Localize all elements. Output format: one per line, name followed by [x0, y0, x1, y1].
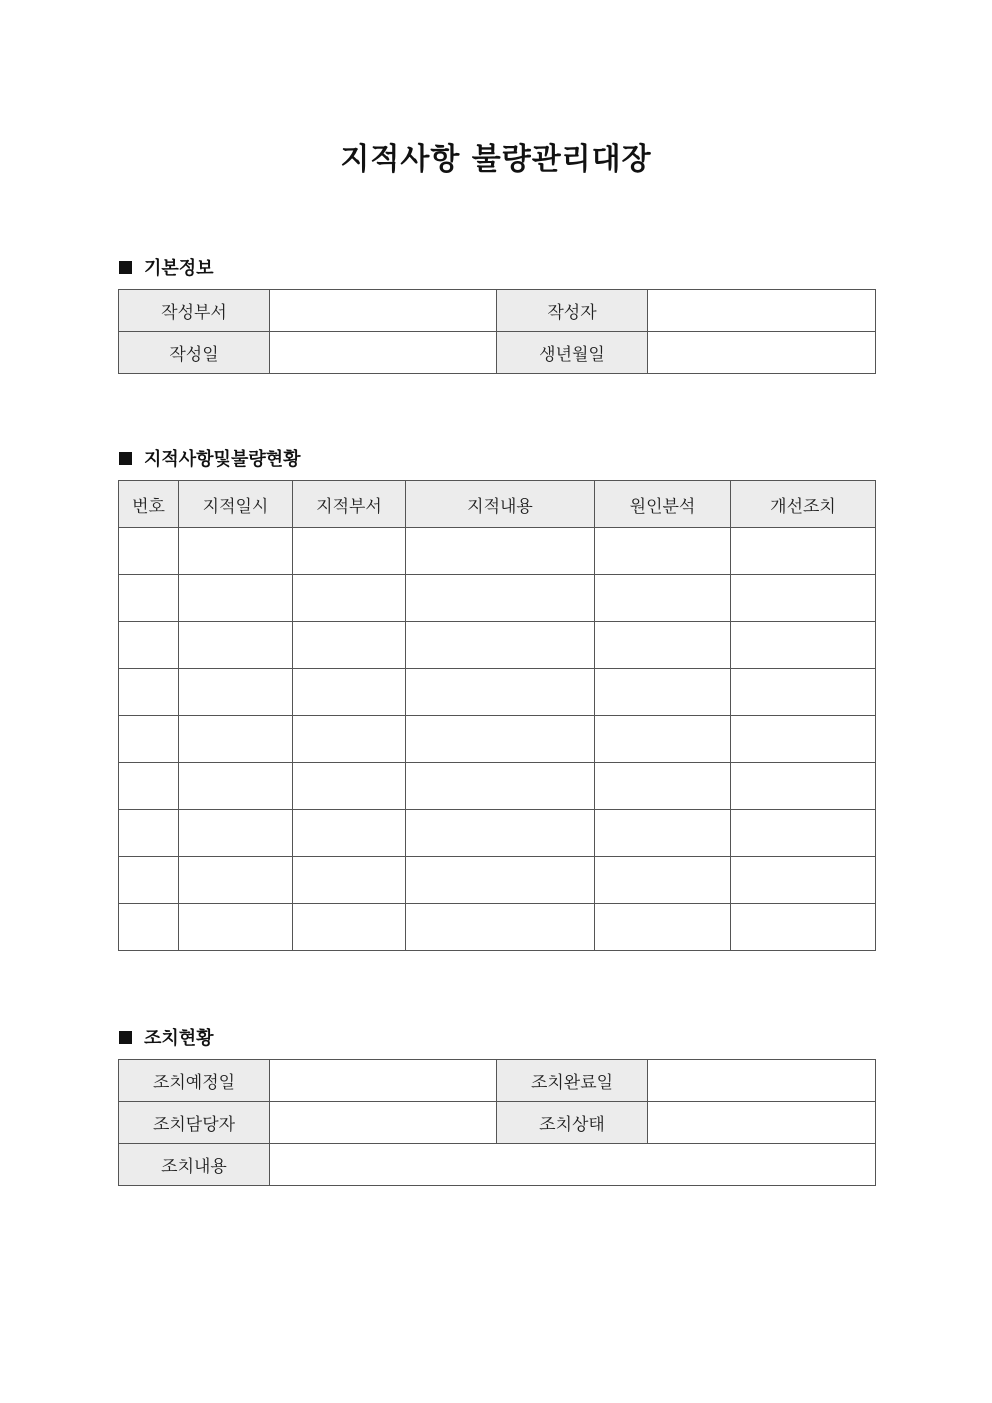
section-heading-label: 기본정보 — [144, 258, 214, 279]
number-cell[interactable] — [119, 763, 179, 810]
column-header-cause: 원인분석 — [595, 481, 731, 528]
cause-cell[interactable] — [595, 763, 731, 810]
status-table-body — [119, 528, 876, 951]
author-label: 작성자 — [497, 290, 648, 332]
number-cell[interactable] — [119, 904, 179, 951]
square-bullet-icon — [119, 261, 132, 274]
date-cell[interactable] — [179, 857, 293, 904]
dept-cell[interactable] — [293, 528, 406, 575]
cause-cell[interactable] — [595, 857, 731, 904]
number-cell[interactable] — [119, 528, 179, 575]
improvement-cell[interactable] — [731, 810, 876, 857]
column-header-date: 지적일시 — [179, 481, 293, 528]
date-field[interactable] — [270, 332, 497, 374]
date-cell[interactable] — [179, 622, 293, 669]
number-cell[interactable] — [119, 622, 179, 669]
status-table — [118, 480, 876, 951]
cause-cell[interactable] — [595, 528, 731, 575]
improvement-cell[interactable] — [731, 716, 876, 763]
improvement-cell[interactable] — [731, 575, 876, 622]
cause-cell[interactable] — [595, 669, 731, 716]
dept-cell[interactable] — [293, 669, 406, 716]
content-cell[interactable] — [406, 763, 595, 810]
table-row — [119, 332, 876, 374]
dept-cell[interactable] — [293, 810, 406, 857]
improvement-cell[interactable] — [731, 904, 876, 951]
page-title: 지적사항 불량관리대장 — [340, 142, 652, 177]
number-cell[interactable] — [119, 669, 179, 716]
action-table — [118, 1059, 876, 1186]
basic-info-table — [118, 289, 876, 374]
dept-cell[interactable] — [293, 622, 406, 669]
square-bullet-icon — [119, 1031, 132, 1044]
content-cell[interactable] — [406, 904, 595, 951]
number-cell[interactable] — [119, 716, 179, 763]
table-row — [119, 1144, 876, 1186]
dept-cell[interactable] — [293, 716, 406, 763]
content-cell[interactable] — [406, 528, 595, 575]
section-heading-label: 지적사항및불량현황 — [144, 449, 301, 470]
section-heading-action — [119, 1024, 214, 1050]
table-row — [119, 528, 876, 575]
state-field[interactable] — [648, 1102, 876, 1144]
cause-cell[interactable] — [595, 904, 731, 951]
date-cell[interactable] — [179, 575, 293, 622]
dept-cell[interactable] — [293, 763, 406, 810]
section-heading-label: 조치현황 — [144, 1028, 214, 1049]
column-header-dept: 지적부서 — [293, 481, 406, 528]
improvement-cell[interactable] — [731, 528, 876, 575]
table-row — [119, 857, 876, 904]
table-row — [119, 1102, 876, 1144]
improvement-cell[interactable] — [731, 857, 876, 904]
state-label: 조치상태 — [497, 1102, 648, 1144]
date-cell[interactable] — [179, 716, 293, 763]
content-cell[interactable] — [406, 716, 595, 763]
cause-cell[interactable] — [595, 622, 731, 669]
content-cell[interactable] — [406, 810, 595, 857]
planned-date-label: 조치예정일 — [119, 1060, 270, 1102]
dept-field[interactable] — [270, 290, 497, 332]
table-row — [119, 1060, 876, 1102]
manager-label: 조치담당자 — [119, 1102, 270, 1144]
cause-cell[interactable] — [595, 716, 731, 763]
table-row — [119, 716, 876, 763]
action-content-label: 조치내용 — [119, 1144, 270, 1186]
content-cell[interactable] — [406, 622, 595, 669]
completed-date-field[interactable] — [648, 1060, 876, 1102]
column-header-content: 지적내용 — [406, 481, 595, 528]
birth-label: 생년월일 — [497, 332, 648, 374]
date-cell[interactable] — [179, 810, 293, 857]
author-field[interactable] — [648, 290, 876, 332]
completed-date-label: 조치완료일 — [497, 1060, 648, 1102]
table-row — [119, 810, 876, 857]
content-cell[interactable] — [406, 575, 595, 622]
improvement-cell[interactable] — [731, 763, 876, 810]
number-cell[interactable] — [119, 575, 179, 622]
date-cell[interactable] — [179, 763, 293, 810]
planned-date-field[interactable] — [270, 1060, 497, 1102]
table-row — [119, 290, 876, 332]
content-cell[interactable] — [406, 857, 595, 904]
date-label: 작성일 — [119, 332, 270, 374]
table-row — [119, 904, 876, 951]
number-cell[interactable] — [119, 857, 179, 904]
table-header-row — [119, 481, 876, 528]
section-heading-status — [119, 445, 301, 471]
table-row — [119, 575, 876, 622]
table-row — [119, 669, 876, 716]
column-header-number: 번호 — [119, 481, 179, 528]
date-cell[interactable] — [179, 669, 293, 716]
improvement-cell[interactable] — [731, 622, 876, 669]
number-cell[interactable] — [119, 810, 179, 857]
content-cell[interactable] — [406, 669, 595, 716]
dept-cell[interactable] — [293, 575, 406, 622]
action-content-field[interactable] — [270, 1144, 876, 1186]
date-cell[interactable] — [179, 904, 293, 951]
manager-field[interactable] — [270, 1102, 497, 1144]
dept-cell[interactable] — [293, 904, 406, 951]
dept-label: 작성부서 — [119, 290, 270, 332]
square-bullet-icon — [119, 452, 132, 465]
improvement-cell[interactable] — [731, 669, 876, 716]
table-row — [119, 622, 876, 669]
section-heading-basic-info — [119, 254, 214, 280]
column-header-improvement: 개선조치 — [731, 481, 876, 528]
dept-cell[interactable] — [293, 857, 406, 904]
birth-field[interactable] — [648, 332, 876, 374]
table-row — [119, 763, 876, 810]
date-cell[interactable] — [179, 528, 293, 575]
cause-cell[interactable] — [595, 810, 731, 857]
cause-cell[interactable] — [595, 575, 731, 622]
